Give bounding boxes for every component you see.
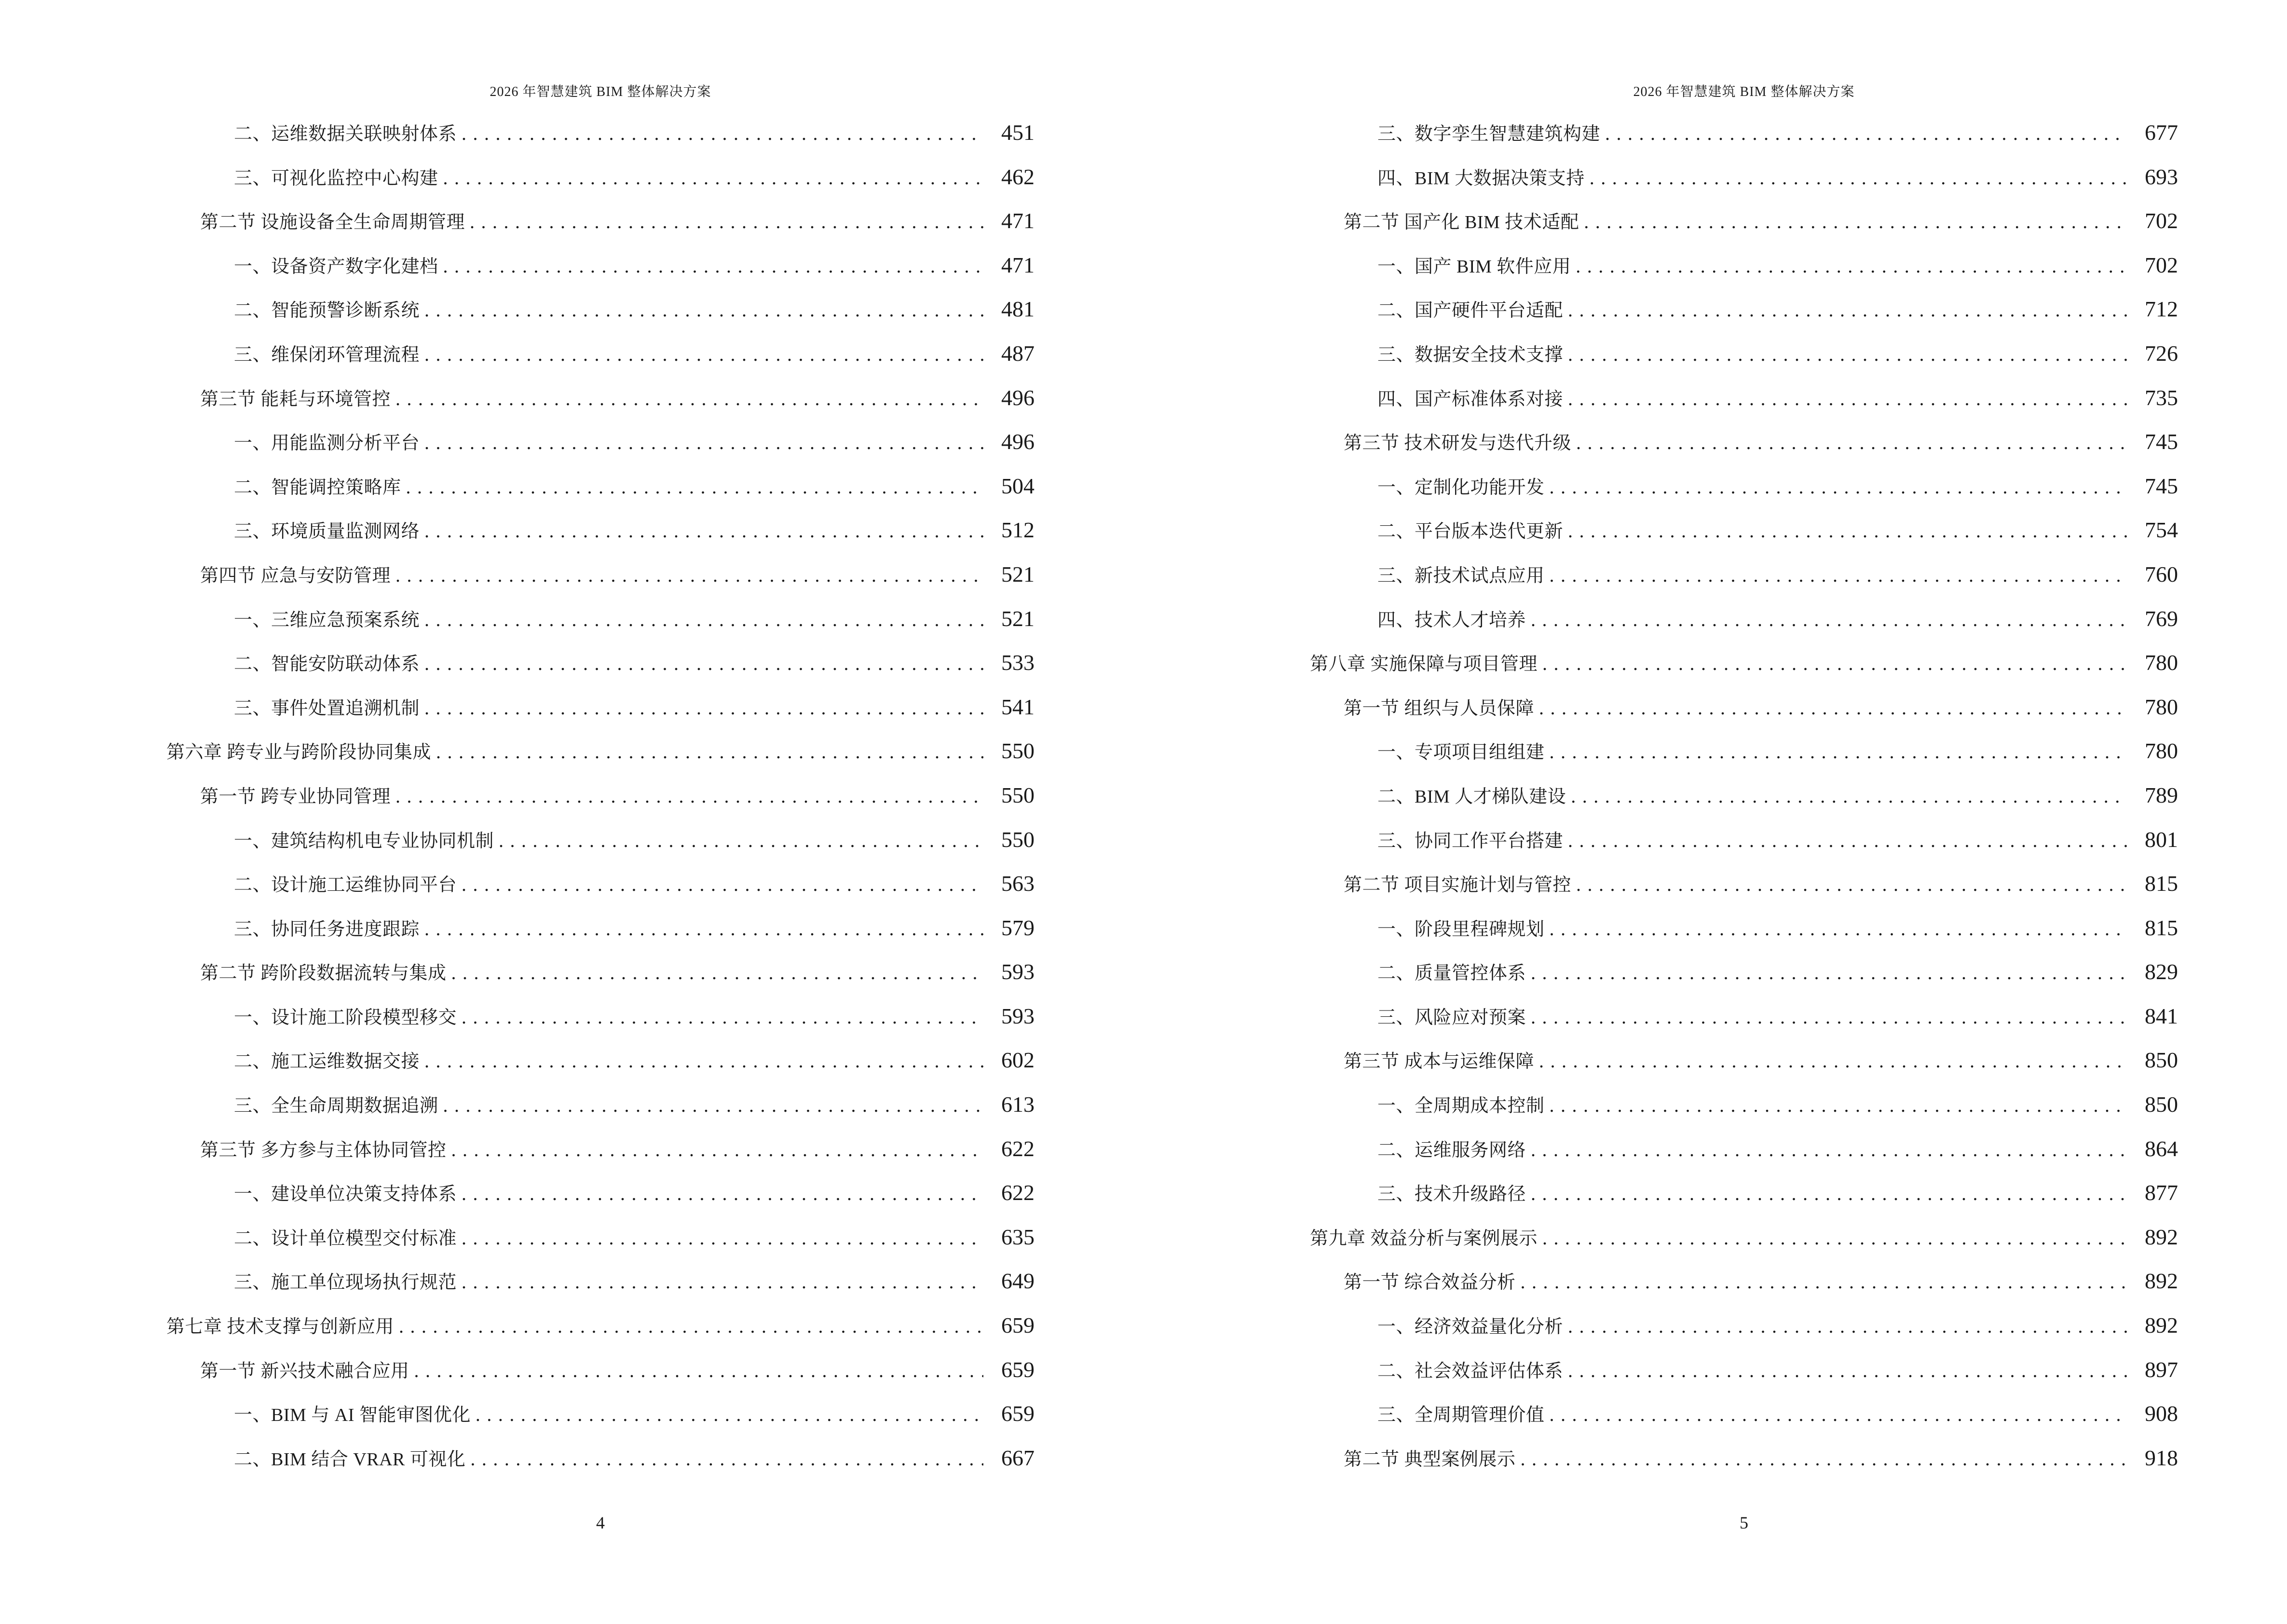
toc-entry-page-number: 521	[1001, 606, 1035, 631]
toc-entry	[166, 199, 1035, 243]
toc-entry-label: 三、数据安全技术支撑	[1377, 344, 1564, 365]
toc-entry-label: 二、运维服务网络	[1377, 1140, 1526, 1160]
toc-entry	[1310, 331, 2178, 376]
toc-entry-label: 四、技术人才培养	[1377, 610, 1526, 630]
toc-entry	[166, 376, 1035, 420]
toc-entry	[166, 243, 1035, 287]
toc-entry	[1310, 1082, 2178, 1127]
toc-entry-page-number: 451	[1001, 120, 1035, 145]
toc-entry-label: 二、BIM 结合 VRAR 可视化	[234, 1449, 466, 1470]
toc-entry-page-number: 593	[1001, 1003, 1035, 1028]
toc-entry	[1310, 685, 2178, 729]
toc-entry-label: 三、技术升级路径	[1377, 1184, 1526, 1205]
dot-leader	[499, 819, 983, 864]
toc-entry-label: 第三节 成本与运维保障	[1344, 1051, 1535, 1072]
toc-entry-page-number: 702	[2145, 208, 2178, 233]
toc-entry-label: 一、三维应急预案系统	[234, 610, 420, 630]
toc-entry	[1310, 155, 2178, 199]
dot-leader	[1550, 465, 2127, 510]
dot-leader	[1542, 641, 2127, 687]
toc-entry-label: 二、设计单位模型交付标准	[234, 1228, 457, 1249]
toc-entry	[1310, 110, 2178, 155]
dot-leader	[406, 465, 983, 510]
toc-entry-label: 第四节 应急与安防管理	[200, 565, 391, 586]
dot-leader	[470, 1437, 983, 1482]
dot-leader	[1550, 907, 2127, 952]
toc-entry-page-number: 659	[1001, 1313, 1035, 1338]
toc-entry-label: 二、国产硬件平台适配	[1377, 300, 1564, 321]
toc-entry	[1310, 552, 2178, 597]
dot-leader	[1568, 288, 2127, 333]
toc-entry-label: 一、经济效益量化分析	[1377, 1317, 1564, 1337]
toc-entry-label: 二、质量管控体系	[1377, 963, 1526, 984]
toc-entry-page-number: 533	[1001, 650, 1035, 675]
toc-entry-label: 三、施工单位现场执行规范	[234, 1272, 457, 1293]
dot-leader	[1568, 1349, 2127, 1394]
dot-leader	[1539, 1039, 2127, 1084]
toc-entry-label: 三、事件处置追溯机制	[234, 698, 420, 719]
dot-leader	[1590, 156, 2127, 201]
toc-entry-page-number: 850	[2145, 1048, 2178, 1073]
dot-leader	[1571, 774, 2127, 819]
toc-entry-label: 三、全周期管理价值	[1377, 1405, 1545, 1426]
toc-list	[166, 110, 1035, 1480]
toc-entry-page-number: 622	[1001, 1180, 1035, 1205]
dot-leader	[1568, 509, 2127, 554]
toc-entry	[166, 1348, 1035, 1392]
toc-entry-page-number: 892	[2145, 1313, 2178, 1338]
toc-entry	[1310, 861, 2178, 906]
toc-entry	[1310, 1348, 2178, 1392]
dot-leader	[1542, 1216, 2127, 1261]
toc-entry	[1310, 1215, 2178, 1259]
toc-entry	[166, 685, 1035, 729]
toc-entry-label: 一、用能监测分析平台	[234, 433, 420, 454]
toc-entry-page-number: 481	[1001, 297, 1035, 322]
toc-entry	[166, 729, 1035, 773]
toc-entry-page-number: 649	[1001, 1269, 1035, 1294]
toc-entry	[1310, 1392, 2178, 1436]
dot-leader	[462, 1216, 983, 1261]
toc-entry-page-number: 602	[1001, 1048, 1035, 1073]
toc-entry	[1310, 1303, 2178, 1348]
toc-entry-label: 三、数字孪生智慧建筑构建	[1377, 124, 1601, 144]
dot-leader	[1568, 819, 2127, 864]
dot-leader	[1550, 730, 2127, 775]
dot-leader	[443, 244, 983, 289]
toc-entry-page-number: 635	[1001, 1224, 1035, 1249]
toc-entry	[166, 1171, 1035, 1215]
toc-entry-label: 第一节 跨专业协同管理	[200, 786, 391, 807]
toc-entry-page-number: 677	[2145, 120, 2178, 145]
dot-leader	[1576, 862, 2127, 908]
toc-entry-label: 二、智能预警诊断系统	[234, 300, 420, 321]
dot-leader	[1550, 553, 2127, 599]
toc-entry-page-number: 622	[1001, 1136, 1035, 1161]
toc-entry-page-number: 780	[2145, 650, 2178, 675]
toc-entry-label: 第二节 项目实施计划与管控	[1344, 875, 1572, 896]
dot-leader	[1576, 421, 2127, 466]
toc-entry	[166, 1436, 1035, 1480]
toc-entry-page-number: 550	[1001, 738, 1035, 764]
toc-entry-label: 第二节 跨阶段数据流转与集成	[200, 963, 447, 984]
toc-entry-page-number: 563	[1001, 871, 1035, 896]
toc-entry-page-number: 667	[1001, 1445, 1035, 1470]
toc-entry	[1310, 243, 2178, 287]
toc-entry-page-number: 815	[2145, 915, 2178, 940]
page-number: 4	[596, 1513, 605, 1532]
toc-entry-label: 第八章 实施保障与项目管理	[1310, 654, 1538, 675]
dot-leader	[1531, 951, 2127, 996]
toc-entry	[1310, 287, 2178, 331]
dot-leader	[1568, 377, 2127, 422]
dot-leader	[395, 774, 983, 819]
toc-entry-page-number: 780	[2145, 694, 2178, 719]
toc-entry-label: 一、专项项目组组建	[1377, 742, 1545, 763]
toc-entry-label: 一、建筑结构机电专业协同机制	[234, 831, 494, 851]
dot-leader	[424, 1039, 983, 1084]
toc-entry	[1310, 1171, 2178, 1215]
toc-entry-label: 第二节 典型案例展示	[1344, 1449, 1516, 1470]
toc-entry-page-number: 745	[2145, 429, 2178, 454]
dot-leader	[1550, 1083, 2127, 1129]
toc-entry-label: 三、环境质量监测网络	[234, 521, 420, 542]
toc-entry-page-number: 877	[2145, 1180, 2178, 1205]
toc-entry-label: 三、全生命周期数据追溯	[234, 1096, 438, 1117]
toc-entry	[1310, 906, 2178, 950]
toc-entry-label: 二、设计施工运维协同平台	[234, 875, 457, 896]
dot-leader	[443, 156, 983, 201]
toc-entry	[166, 1259, 1035, 1303]
toc-entry-label: 第三节 多方参与主体协同管控	[200, 1140, 447, 1160]
toc-entry	[1310, 773, 2178, 818]
dot-leader	[462, 1172, 983, 1217]
toc-entry	[166, 1082, 1035, 1127]
toc-entry-page-number: 659	[1001, 1357, 1035, 1382]
toc-entry-label: 一、阶段里程碑规划	[1377, 919, 1545, 940]
toc-entry-label: 三、协同任务进度跟踪	[234, 919, 420, 940]
toc-entry-page-number: 471	[1001, 252, 1035, 277]
dot-leader	[424, 288, 983, 333]
toc-entry-page-number: 579	[1001, 915, 1035, 940]
toc-entry-label: 一、建设单位决策支持体系	[234, 1184, 457, 1205]
toc-entry	[1310, 950, 2178, 994]
toc-entry-label: 一、国产 BIM 软件应用	[1377, 256, 1571, 277]
toc-entry	[166, 1392, 1035, 1436]
dot-leader	[424, 686, 983, 731]
toc-entry-page-number: 760	[2145, 561, 2178, 587]
dot-leader	[424, 641, 983, 687]
toc-entry-page-number: 550	[1001, 827, 1035, 852]
toc-entry-label: 第九章 效益分析与案例展示	[1310, 1228, 1538, 1249]
toc-entry	[166, 1038, 1035, 1082]
toc-entry-page-number: 864	[2145, 1136, 2178, 1161]
toc-entry-label: 一、全周期成本控制	[1377, 1096, 1545, 1117]
toc-entry-page-number: 712	[2145, 297, 2178, 322]
toc-entry	[1310, 994, 2178, 1038]
dot-leader	[395, 553, 983, 599]
toc-entry	[166, 950, 1035, 994]
toc-entry-page-number: 897	[2145, 1357, 2178, 1382]
dot-leader	[424, 907, 983, 952]
toc-entry	[1310, 199, 2178, 243]
page-header-title: 2026 年智慧建筑 BIM 整体解决方案	[490, 84, 711, 99]
dot-leader	[395, 377, 983, 422]
toc-entry-label: 第二节 设施设备全生命周期管理	[200, 212, 465, 233]
toc-entry	[1310, 1127, 2178, 1171]
dot-leader	[1605, 111, 2127, 157]
dot-leader	[399, 1304, 983, 1350]
dot-leader	[1531, 1172, 2127, 1217]
dot-leader	[424, 421, 983, 466]
toc-entry-label: 第一节 组织与人员保障	[1344, 698, 1535, 719]
toc-entry	[1310, 1259, 2178, 1303]
dot-leader	[443, 1083, 983, 1129]
toc-entry-page-number: 908	[2145, 1401, 2178, 1426]
toc-entry-label: 二、BIM 人才梯队建设	[1377, 786, 1566, 807]
toc-entry-label: 一、设备资产数字化建档	[234, 256, 438, 277]
toc-entry	[1310, 464, 2178, 508]
dot-leader	[1568, 332, 2127, 378]
toc-entry-page-number: 892	[2145, 1224, 2178, 1249]
toc-entry	[166, 641, 1035, 685]
toc-entry-page-number: 496	[1001, 385, 1035, 410]
toc-entry	[166, 818, 1035, 862]
dot-leader	[1521, 1260, 2127, 1305]
toc-entry	[1310, 420, 2178, 464]
toc-entry	[166, 994, 1035, 1038]
dot-leader	[451, 951, 983, 996]
dot-leader	[424, 598, 983, 643]
dot-leader	[424, 332, 983, 378]
toc-entry	[166, 773, 1035, 818]
dot-leader	[1584, 200, 2127, 245]
toc-entry	[1310, 1436, 2178, 1480]
dot-leader	[462, 862, 983, 908]
toc-entry-label: 二、智能安防联动体系	[234, 654, 420, 675]
toc-entry-page-number: 892	[2145, 1269, 2178, 1294]
toc-entry	[1310, 641, 2178, 685]
toc-entry-label: 一、BIM 与 AI 智能审图优化	[234, 1405, 471, 1426]
toc-entry	[166, 597, 1035, 641]
toc-entry-page-number: 462	[1001, 164, 1035, 189]
toc-entry-label: 三、维保闭环管理流程	[234, 344, 420, 365]
toc-entry-label: 三、风险应对预案	[1377, 1007, 1526, 1028]
dot-leader	[1568, 1304, 2127, 1350]
toc-entry-label: 第七章 技术支撑与创新应用	[166, 1317, 395, 1337]
toc-entry-page-number: 541	[1001, 694, 1035, 719]
toc-entry-page-number: 659	[1001, 1401, 1035, 1426]
dot-leader	[462, 995, 983, 1040]
dot-leader	[470, 200, 983, 245]
toc-entry-label: 第三节 技术研发与迭代升级	[1344, 433, 1572, 454]
dot-leader	[476, 1392, 983, 1438]
dot-leader	[1531, 598, 2127, 643]
toc-entry	[166, 552, 1035, 597]
dot-leader	[424, 509, 983, 554]
toc-entry-label: 第三节 能耗与环境管控	[200, 389, 391, 409]
toc-entry-page-number: 550	[1001, 782, 1035, 807]
toc-entry	[166, 1127, 1035, 1171]
toc-page-right	[1144, 0, 2287, 1624]
toc-entry-page-number: 801	[2145, 827, 2178, 852]
toc-entry-page-number: 471	[1001, 208, 1035, 233]
toc-entry-label: 第一节 新兴技术融合应用	[200, 1361, 409, 1381]
toc-entry-label: 第一节 综合效益分析	[1344, 1272, 1516, 1293]
toc-entry	[166, 464, 1035, 508]
toc-entry-label: 二、平台版本迭代更新	[1377, 521, 1564, 542]
dot-leader	[1550, 1392, 2127, 1438]
toc-entry-page-number: 512	[1001, 518, 1035, 543]
toc-entry	[166, 906, 1035, 950]
toc-entry-label: 四、BIM 大数据决策支持	[1377, 168, 1585, 189]
toc-entry-page-number: 693	[2145, 164, 2178, 189]
toc-entry-page-number: 735	[2145, 385, 2178, 410]
toc-entry-page-number: 780	[2145, 738, 2178, 764]
toc-entry-page-number: 841	[2145, 1003, 2178, 1028]
toc-entry-label: 四、国产标准体系对接	[1377, 389, 1564, 409]
dot-leader	[1521, 1437, 2127, 1482]
dot-leader	[1531, 1128, 2127, 1173]
toc-entry-label: 三、协同工作平台搭建	[1377, 831, 1564, 851]
toc-entry-label: 二、社会效益评估体系	[1377, 1361, 1564, 1381]
dot-leader	[462, 1260, 983, 1305]
toc-entry	[166, 287, 1035, 331]
toc-entry-page-number: 754	[2145, 518, 2178, 543]
toc-entry-page-number: 487	[1001, 341, 1035, 366]
toc-entry-label: 第二节 国产化 BIM 技术适配	[1344, 212, 1579, 233]
toc-entry	[166, 155, 1035, 199]
toc-entry-page-number: 769	[2145, 606, 2178, 631]
toc-entry	[166, 861, 1035, 906]
toc-entry-label: 三、新技术试点应用	[1377, 565, 1545, 586]
toc-entry-page-number: 593	[1001, 959, 1035, 984]
dot-leader	[414, 1349, 983, 1394]
dot-leader	[1531, 995, 2127, 1040]
page-header-title: 2026 年智慧建筑 BIM 整体解决方案	[1633, 84, 1855, 99]
toc-entry	[1310, 1038, 2178, 1082]
toc-entry-page-number: 521	[1001, 561, 1035, 587]
toc-entry	[166, 110, 1035, 155]
dot-leader	[462, 111, 983, 157]
toc-entry	[1310, 597, 2178, 641]
dot-leader	[1576, 244, 2127, 289]
toc-entry-label: 一、设计施工阶段模型移交	[234, 1007, 457, 1028]
toc-entry	[1310, 508, 2178, 552]
toc-entry-page-number: 613	[1001, 1092, 1035, 1117]
toc-entry-page-number: 702	[2145, 252, 2178, 277]
dot-leader	[1539, 686, 2127, 731]
toc-entry-label: 一、定制化功能开发	[1377, 477, 1545, 498]
toc-entry	[1310, 376, 2178, 420]
toc-entry	[1310, 818, 2178, 862]
toc-entry	[166, 331, 1035, 376]
page-number: 5	[1740, 1513, 1748, 1532]
toc-entry-page-number: 504	[1001, 473, 1035, 498]
toc-entry-page-number: 918	[2145, 1445, 2178, 1470]
toc-entry-page-number: 815	[2145, 871, 2178, 896]
toc-entry	[166, 508, 1035, 552]
toc-entry-label: 二、智能调控策略库	[234, 477, 401, 498]
toc-entry-page-number: 829	[2145, 959, 2178, 984]
toc-entry-label: 第六章 跨专业与跨阶段协同集成	[166, 742, 432, 763]
toc-entry-page-number: 850	[2145, 1092, 2178, 1117]
toc-entry	[166, 1303, 1035, 1348]
toc-entry-page-number: 726	[2145, 341, 2178, 366]
toc-entry	[166, 420, 1035, 464]
dot-leader	[451, 1128, 983, 1173]
toc-entry-label: 三、可视化监控中心构建	[234, 168, 438, 189]
toc-entry-label: 二、运维数据关联映射体系	[234, 124, 457, 144]
dot-leader	[436, 730, 983, 775]
toc-entry	[1310, 729, 2178, 773]
toc-entry	[166, 1215, 1035, 1259]
toc-list	[1310, 110, 2178, 1480]
toc-entry-page-number: 496	[1001, 429, 1035, 454]
toc-entry-page-number: 789	[2145, 782, 2178, 807]
toc-entry-label: 二、施工运维数据交接	[234, 1051, 420, 1072]
toc-entry-page-number: 745	[2145, 473, 2178, 498]
